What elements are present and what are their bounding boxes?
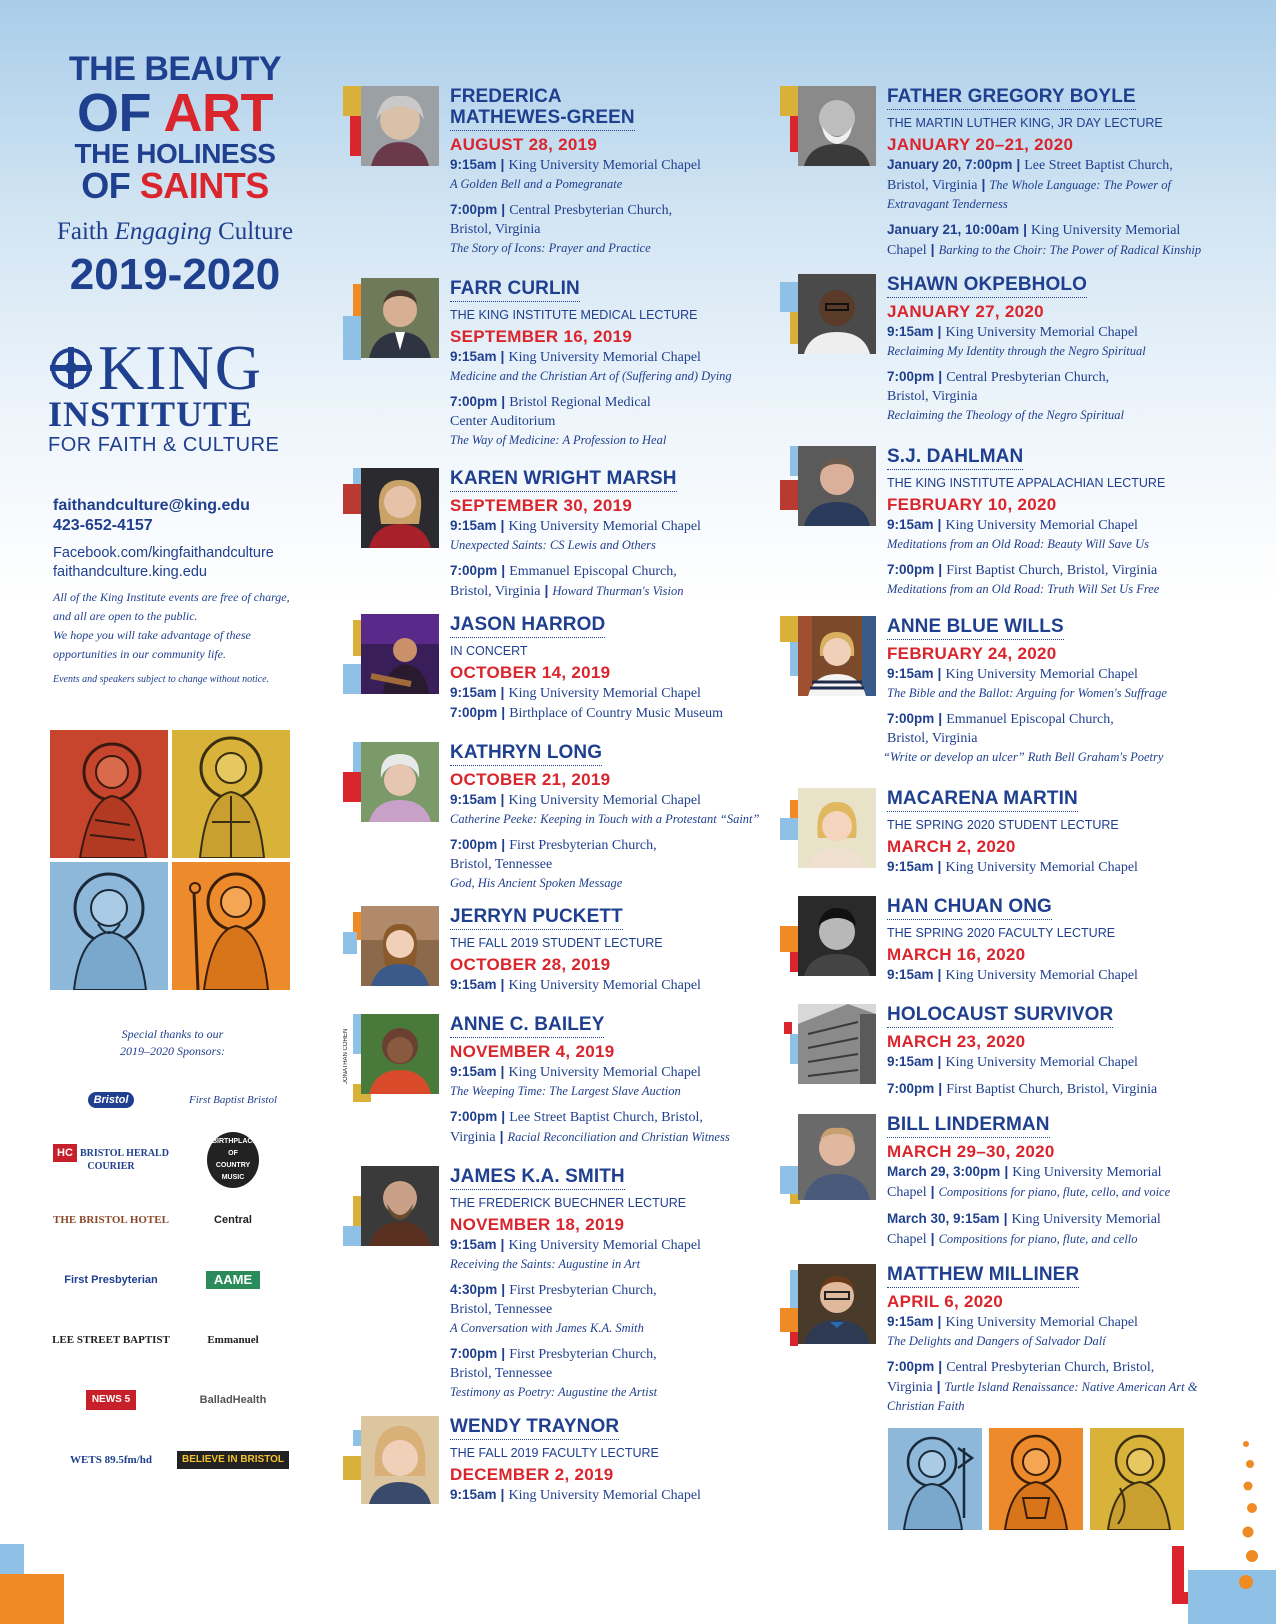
speaker-photo	[798, 896, 876, 976]
sponsor-logo: Bristol	[88, 1092, 135, 1108]
session-title: Howard Thurman's Vision	[552, 584, 684, 598]
speaker-name: MACARENA MARTIN	[887, 788, 1078, 812]
session-place: Bristol, Virginia	[450, 222, 541, 237]
session-title: Christian Faith	[887, 1399, 965, 1413]
photo-credit: JONATHAN COHEN	[343, 1028, 349, 1084]
session-title: The Bible and the Ballot: Arguing for Women's Suffrage	[887, 686, 1167, 700]
contact-phone: 423-652-4157	[53, 517, 153, 534]
sponsor-logo: WETS 89.5fm/hd	[70, 1454, 152, 1466]
event-date: NOVEMBER 4, 2019	[450, 1042, 615, 1061]
session-title: Meditations from an Old Road: Beauty Will Save Us	[887, 537, 1149, 551]
contact-note: All of the King Institute events are free of charge, and all are open to the public. We hope you will take advantage of these opportunities in our community life.	[53, 590, 290, 661]
sponsor-logo: Central	[214, 1214, 252, 1226]
event-date: FEBRUARY 24, 2020	[887, 644, 1057, 663]
session-title: Medicine and the Christian Art of (Suffering and) Dying	[450, 369, 732, 383]
event-date: MARCH 2, 2020	[887, 837, 1016, 856]
celtic-cross-icon	[48, 345, 94, 391]
saint-icon-red	[50, 730, 168, 858]
sponsor-logo: First Presbyterian	[64, 1274, 158, 1286]
sponsor-logo: Emmanuel	[207, 1334, 259, 1346]
contact-block	[53, 496, 303, 685]
session-title: God, His Ancient Spoken Message	[450, 876, 623, 890]
speaker-name: JERRYN PUCKETT	[450, 906, 623, 930]
speaker-photo	[361, 278, 439, 358]
event-date: JANUARY 27, 2020	[887, 302, 1044, 321]
title-line1: THE BEAUTY	[68, 50, 282, 88]
session-title: A Golden Bell and a Pomegranate	[450, 177, 623, 191]
session-title: Receiving the Saints: Augustine in Art	[450, 1257, 641, 1271]
corner-decoration-bottom-left-orange	[0, 1574, 64, 1624]
lecture-subtitle: THE SPRING 2020 FACULTY LECTURE	[887, 926, 1116, 940]
bottom-saint-icons	[888, 1428, 1188, 1530]
event-date: JANUARY 20–21, 2020	[887, 135, 1074, 154]
speaker-name: ANNE BLUE WILLS	[887, 616, 1064, 640]
logo-institute: INSTITUTE	[48, 394, 254, 434]
session-title: The Way of Medicine: A Profession to Heal	[450, 433, 667, 447]
speaker-name: FARR CURLIN	[450, 278, 580, 302]
session-title: Reclaiming My Identity through the Negro Spiritual	[887, 344, 1146, 358]
sponsor-logo: BalladHealth	[199, 1394, 267, 1406]
speaker-name: SHAWN OKPEBHOLO	[887, 274, 1087, 298]
event-date: FEBRUARY 10, 2020	[887, 495, 1057, 514]
lecture-subtitle: THE KING INSTITUTE MEDICAL LECTURE	[450, 308, 698, 322]
session-title: Extravagant Tenderness	[887, 197, 1008, 211]
sponsor-logo: BIRTHPLACE OF COUNTRY MUSIC	[207, 1132, 259, 1188]
session-title: Racial Reconciliation and Christian Witness	[507, 1130, 730, 1144]
logo-king: KING	[98, 332, 262, 403]
session-title: Compositions for piano, flute, and cello	[938, 1232, 1138, 1246]
session-line: 9:15am | King University Memorial Chapel	[450, 156, 701, 173]
speaker-name: HOLOCAUST SURVIVOR	[887, 1004, 1113, 1028]
saint-icon-gold	[1090, 1428, 1184, 1530]
session-title: Reclaiming the Theology of the Negro Spiritual	[887, 408, 1125, 422]
lecture-subtitle: THE KING INSTITUTE APPALACHIAN LECTURE	[887, 476, 1166, 490]
sponsor-logo: LEE STREET BAPTIST	[52, 1334, 170, 1346]
speaker-photo	[361, 1416, 439, 1504]
speaker-photo	[361, 1166, 439, 1246]
event-date: MARCH 23, 2020	[887, 1032, 1026, 1051]
session-title: The Weeping Time: The Largest Slave Auction	[450, 1084, 681, 1098]
session-title: Catherine Peeke: Keeping in Touch with a Protestant “Saint”	[450, 812, 760, 826]
event-date: OCTOBER 21, 2019	[450, 770, 611, 789]
sponsor-logo: AAME	[206, 1271, 260, 1289]
session-title: The Whole Language: The Power of	[989, 178, 1171, 192]
sponsor-logo: First Baptist Bristol	[188, 1094, 277, 1106]
session-title: The Story of Icons: Prayer and Practice	[450, 241, 651, 255]
saint-icon-orange	[989, 1428, 1083, 1530]
speaker-name: MATTHEW MILLINER	[887, 1264, 1079, 1288]
corner-decoration-bottom-left	[0, 1544, 24, 1574]
speaker-name: ANNE C. BAILEY	[450, 1014, 604, 1038]
lecture-subtitle: THE FALL 2019 FACULTY LECTURE	[450, 1446, 659, 1460]
speaker-name: JAMES K.A. SMITH	[450, 1166, 625, 1190]
session-line: 7:00pm | Central Presbyterian Church,	[450, 201, 673, 218]
facebook-link[interactable]: Facebook.com/kingfaithandculture	[53, 545, 274, 561]
speaker-name: KAREN WRIGHT MARSH	[450, 468, 677, 492]
speaker-name: S.J. DAHLMAN	[887, 446, 1023, 470]
speaker-name: KATHRYN LONG	[450, 742, 602, 766]
king-institute-logo	[48, 332, 298, 457]
speaker-photo	[361, 742, 439, 822]
logo-subtitle: FOR FAITH & CULTURE	[48, 434, 280, 456]
sponsor-logo: BELIEVE IN BRISTOL	[177, 1451, 289, 1469]
sponsors-heading: Special thanks to our 2019–2020 Sponsors:	[119, 1027, 225, 1058]
title-line4: OF SAINTS	[81, 165, 269, 206]
session-title: The Delights and Dangers of Salvador Dalí	[887, 1334, 1106, 1348]
lecture-subtitle: IN CONCERT	[450, 644, 528, 658]
lecture-subtitle: THE FREDERICK BUECHNER LECTURE	[450, 1196, 687, 1210]
session-title: Barking to the Choir: The Power of Radical Kinship	[938, 243, 1202, 257]
session-title: Compositions for piano, flute, cello, and voice	[938, 1185, 1171, 1199]
sponsor-logo: NEWS 5	[86, 1390, 136, 1410]
event-date: DECEMBER 2, 2019	[450, 1465, 614, 1484]
change-notice: Events and speakers subject to change without notice.	[53, 674, 270, 685]
year: 2019-2020	[69, 250, 281, 299]
speaker-name: HAN CHUAN ONG	[887, 896, 1052, 920]
session-title: Meditations from an Old Road: Truth Will Set Us Free	[887, 582, 1160, 596]
session-title: Unexpected Saints: CS Lewis and Others	[450, 538, 656, 552]
speaker-photo	[798, 86, 876, 166]
dot-trail-decoration	[1236, 1438, 1270, 1598]
event-date: AUGUST 28, 2019	[450, 135, 598, 154]
sponsor-logos	[50, 1070, 295, 1490]
event-date: NOVEMBER 18, 2019	[450, 1215, 625, 1234]
lecture-subtitle: THE FALL 2019 STUDENT LECTURE	[450, 936, 663, 950]
event-date: MARCH 16, 2020	[887, 945, 1026, 964]
speaker-name: WENDY TRAYNOR	[450, 1416, 619, 1440]
speaker-photo	[361, 86, 439, 166]
saint-icon-orange	[172, 862, 290, 990]
session-title: Testimony as Poetry: Augustine the Artist	[450, 1385, 658, 1399]
saint-icon-blue	[50, 862, 168, 990]
lecture-subtitle: THE MARTIN LUTHER KING, JR DAY LECTURE	[887, 116, 1163, 130]
title-block	[50, 52, 300, 300]
speaker-photo	[361, 468, 439, 548]
session-title: Turtle Island Renaissance: Native American Art &	[944, 1380, 1198, 1394]
speaker-photo	[798, 274, 876, 354]
sponsors-block	[50, 1026, 295, 1490]
speaker-photo	[798, 1004, 876, 1084]
speaker-photo	[798, 1114, 876, 1200]
tagline: Faith Engaging Culture	[56, 218, 294, 245]
contact-email[interactable]: faithandculture@king.edu	[53, 497, 250, 514]
speaker-photo	[798, 1264, 876, 1344]
speaker-name: FREDERICA MATHEWES-GREEN	[450, 86, 635, 131]
sponsor-logo: HC BRISTOL HERALD COURIER	[50, 1147, 172, 1173]
event-date: SEPTEMBER 16, 2019	[450, 327, 633, 346]
event-date: OCTOBER 28, 2019	[450, 955, 611, 974]
lecture-subtitle: THE SPRING 2020 STUDENT LECTURE	[887, 818, 1119, 832]
event-date: APRIL 6, 2020	[887, 1292, 1004, 1311]
saint-icon-blue	[888, 1428, 982, 1530]
event-date: OCTOBER 14, 2019	[450, 663, 611, 682]
saint-icon-gold	[172, 730, 290, 858]
session-title: “Write or develop an ulcer” Ruth Bell Graham's Poetry	[883, 750, 1164, 764]
speaker-name: BILL LINDERMAN	[887, 1114, 1050, 1138]
title-line2: OF ART	[77, 83, 273, 143]
speaker-photo	[361, 906, 439, 986]
speaker-photo	[798, 788, 876, 868]
title-line3: THE HOLINESS	[74, 138, 276, 169]
speaker-name: FATHER GREGORY BOYLE	[887, 86, 1136, 110]
speaker-photo	[361, 614, 439, 694]
speaker-photo	[798, 446, 876, 526]
saint-icons-grid	[50, 730, 290, 990]
event-date: MARCH 29–30, 2020	[887, 1142, 1055, 1161]
speaker-name: JASON HARROD	[450, 614, 605, 638]
sponsor-logo: THE BRISTOL HOTEL	[53, 1214, 169, 1226]
website-link[interactable]: faithandculture.king.edu	[53, 564, 207, 580]
speaker-photo	[798, 616, 876, 696]
event-date: SEPTEMBER 30, 2019	[450, 496, 633, 515]
session-title: A Conversation with James K.A. Smith	[450, 1321, 644, 1335]
speaker-photo	[361, 1014, 439, 1094]
